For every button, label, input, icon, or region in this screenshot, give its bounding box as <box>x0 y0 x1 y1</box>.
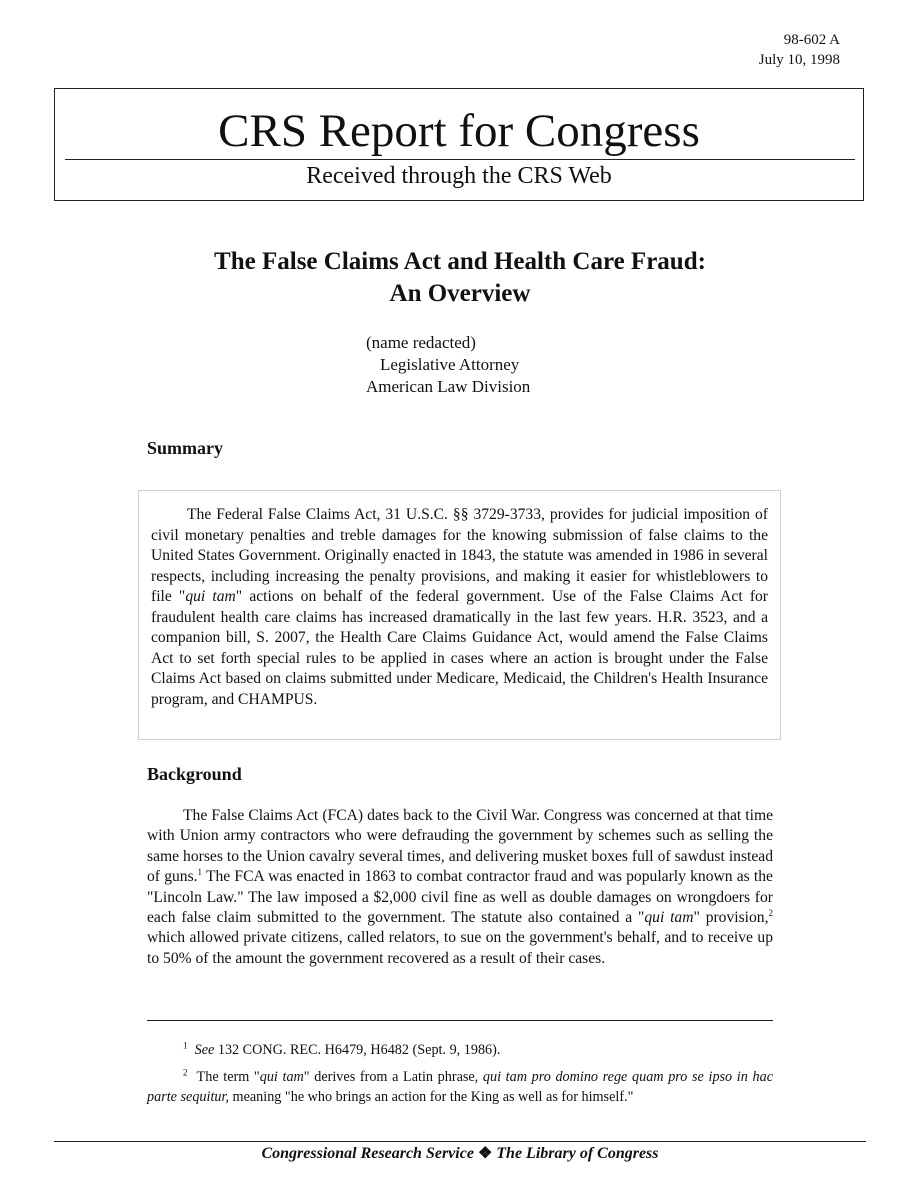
report-banner <box>54 88 864 201</box>
footnote-see: See <box>194 1042 215 1058</box>
background-text-part: " provision, <box>693 909 769 927</box>
summary-paragraph <box>151 505 768 710</box>
background-qui-tam: qui tam <box>644 909 694 927</box>
summary-text-part: " actions on behalf of the federal government. Use of the False Claims Act for fraudulent health care claims has increased dramatically in the last few years. H.R. 3523, and a companion bill, S. 2007, the Health Care Claims Guidance Act, would amend the False Claims Act to set forth special rules to be applied in cases where an action is brought under the False Claims Act based on claims submitted under Medicare, Medicaid, the Children's Health Insurance program, and CHAMPUS. <box>151 588 769 708</box>
report-date: July 10, 1998 <box>758 52 840 68</box>
footnote-1 <box>147 1040 773 1060</box>
footer-separator-icon: ❖ <box>477 1145 493 1162</box>
banner-subtitle: Received through the CRS Web <box>306 163 612 189</box>
footnote-latin-phrase: qui tam pro domino rege quam pro se ipso in hac parte sequitur, <box>147 1069 773 1105</box>
background-text-part: The FCA was enacted in 1863 to combat contractor fraud and was popularly known as the "Lincoln Law." The law imposed a $2,000 civil fine as well as double damages on wrongdoers for each false claim submitted to the government. The statute also contained a " <box>147 868 773 927</box>
footnote-reference[interactable]: 1 <box>197 867 203 878</box>
summary-text-part: The Federal False Claims Act, 31 U.S.C. §§ 3729-3733, provides for judicial imposition of civil monetary penalties and treble damages for the knowing submission of false claims to the United States Government. Originally enacted in 1843, the statute was amended in 1986 in several respects, including increasing the penalty provisions, and making it easier for whistleblowers to file " <box>151 506 768 605</box>
document-title-line1: The False Claims Act and Health Care Fraud: <box>214 248 706 275</box>
footer-crs: Congressional Research Service <box>261 1145 474 1162</box>
report-identifier <box>759 30 840 70</box>
footnote-text: 132 CONG. REC. H6479, H6482 (Sept. 9, 1986). <box>214 1042 501 1058</box>
footnote-text: " derives from a Latin phrase, <box>303 1069 483 1085</box>
footnote-reference[interactable]: 2 <box>768 907 774 918</box>
summary-heading: Summary <box>147 438 223 458</box>
footnote-2 <box>147 1067 773 1107</box>
summary-qui-tam: qui tam <box>185 588 236 605</box>
report-number: 98-602 A <box>783 32 840 48</box>
footnote-text: meaning "he who brings an action for the King as well as for himself." <box>228 1089 634 1105</box>
footnote-number: 1 <box>183 1040 188 1051</box>
background-text-part: The False Claims Act (FCA) dates back to the Civil War. Congress was concerned at that time with Union army contractors who were defrauding the government by schemes such as selling the same horses to the Union cavalry several times, and delivering musket boxes full of sawdust instead of guns. <box>147 807 773 886</box>
background-paragraph <box>147 806 773 969</box>
document-title <box>100 246 820 310</box>
footnote-text: The term " <box>192 1069 260 1085</box>
author-position: Legislative Attorney <box>380 355 520 374</box>
background-heading: Background <box>147 764 242 784</box>
author-block <box>366 332 530 398</box>
author-division: American Law Division <box>366 377 531 396</box>
banner-divider <box>65 159 855 160</box>
footnote-number: 2 <box>183 1067 188 1078</box>
document-title-line2: An Overview <box>389 280 531 307</box>
page-footer <box>54 1143 866 1165</box>
footnote-divider <box>147 1020 773 1021</box>
footnote-qui-tam: qui tam <box>259 1069 304 1085</box>
summary-box <box>138 490 781 740</box>
footer-divider <box>54 1141 866 1142</box>
banner-title: CRS Report for Congress <box>218 105 700 157</box>
author-name: (name redacted) <box>366 333 476 352</box>
background-text-part: which allowed private citizens, called relators, to sue on the government's behalf, and to receive up to 50% of the amount the government recovered as a result of their cases. <box>147 929 773 967</box>
footer-library: The Library of Congress <box>496 1145 659 1162</box>
